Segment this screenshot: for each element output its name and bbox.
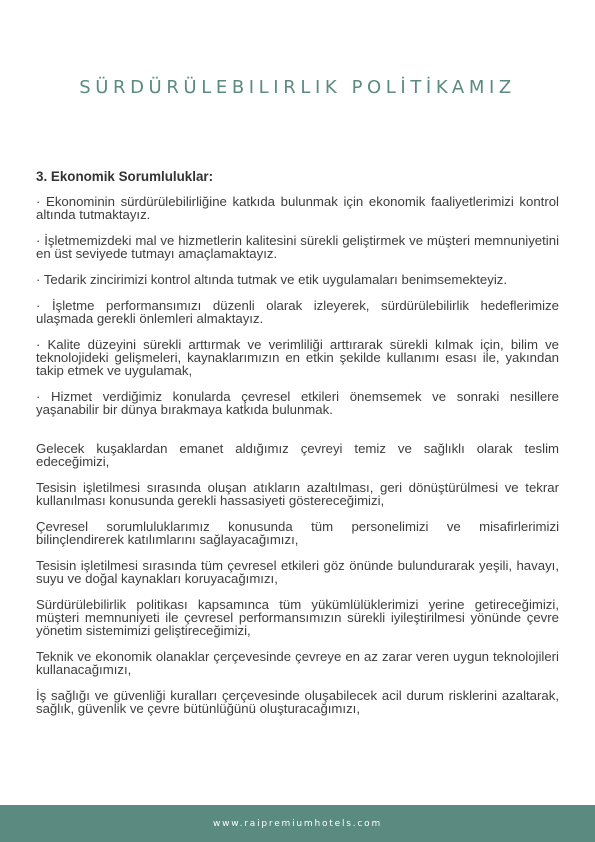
paragraph: Gelecek kuşaklardan emanet aldığımız çevreyi temiz ve sağlıklı olarak teslim edeceğimizi, — [36, 441, 559, 469]
paragraph: Tesisin işletilmesi sırasında oluşan atıkların azaltılması, geri dönüştürülmesi ve tekrar kullanılması konusunda gerekli hassasiyeti göstereceğimizi, — [36, 480, 559, 508]
bullet-item: · Ekonominin sürdürülebilirliğine katkıda bulunmak için ekonomik faaliyetlerimizi kontrol altında tutmaktayız. — [36, 194, 559, 222]
bullet-item: · Kalite düzeyini sürekli arttırmak ve verimliliği arttırarak sürekli kılmak için, bilim ve teknolojideki gelişmeleri, kaynaklarımızın en etkin şekilde kullanımı esası ile, yakından takip etmek ve uygulamak, — [36, 337, 559, 378]
paragraph: Çevresel sorumluluklarımız konusunda tüm personelimizi ve misafirlerimizi bilinçlendirerek katılımlarını sağlayacağımızı, — [36, 519, 559, 547]
paragraph: Teknik ve ekonomik olanaklar çerçevesinde çevreye en az zarar veren uygun teknolojileri kullanacağımızı, — [36, 649, 559, 677]
footer-website-link[interactable]: www.raipremiumhotels.com — [212, 818, 383, 829]
bullet-item: · İşletme performansımızı düzenli olarak izleyerek, sürdürülebilirlik hedeflerimize ulaşmada gerekli önlemleri almaktayız. — [36, 298, 559, 326]
page-title: SÜRDÜRÜLEBILIRLIK POLİTİKAMIZ — [79, 77, 516, 98]
bullet-item: · İşletmemizdeki mal ve hizmetlerin kalitesini sürekli geliştirmek ve müşteri memnuniyetini en üst seviyede tutmayı amaçlamaktayız. — [36, 233, 559, 261]
section-heading: 3. Ekonomik Sorumluluklar: — [36, 169, 214, 184]
bullet-item: · Tedarik zincirimizi kontrol altında tutmak ve etik uygulamaları benimsemekteyiz. — [36, 272, 508, 287]
footer-bar — [0, 805, 595, 842]
policy-content — [36, 170, 559, 728]
paragraph: Tesisin işletilmesi sırasında tüm çevresel etkileri göz önünde bulundurarak yeşili, havayı, suyu ve doğal kaynakları koruyacağımızı, — [36, 558, 559, 586]
paragraph: İş sağlığı ve güvenliği kuralları çerçevesinde oluşabilecek acil durum risklerini azaltarak, sağlık, güvenlik ve çevre bütünlüğünü oluşturacağımızı, — [36, 688, 559, 716]
bullet-item: · Hizmet verdiğimiz konularda çevresel etkileri önemsemek ve sonraki nesillere yaşanabilir bir dünya bırakmaya katkıda bulunmak. — [36, 389, 559, 417]
paragraph: Sürdürülebilirlik politikası kapsamınca tüm yükümlülüklerimizi yerine getireceğimizi, müşteri memnuniyeti ile çevresel performansımızın sürekli iyileştirilmesi yönünde çevre yönetim sistemimizi geliştireceğimizi, — [36, 597, 559, 638]
